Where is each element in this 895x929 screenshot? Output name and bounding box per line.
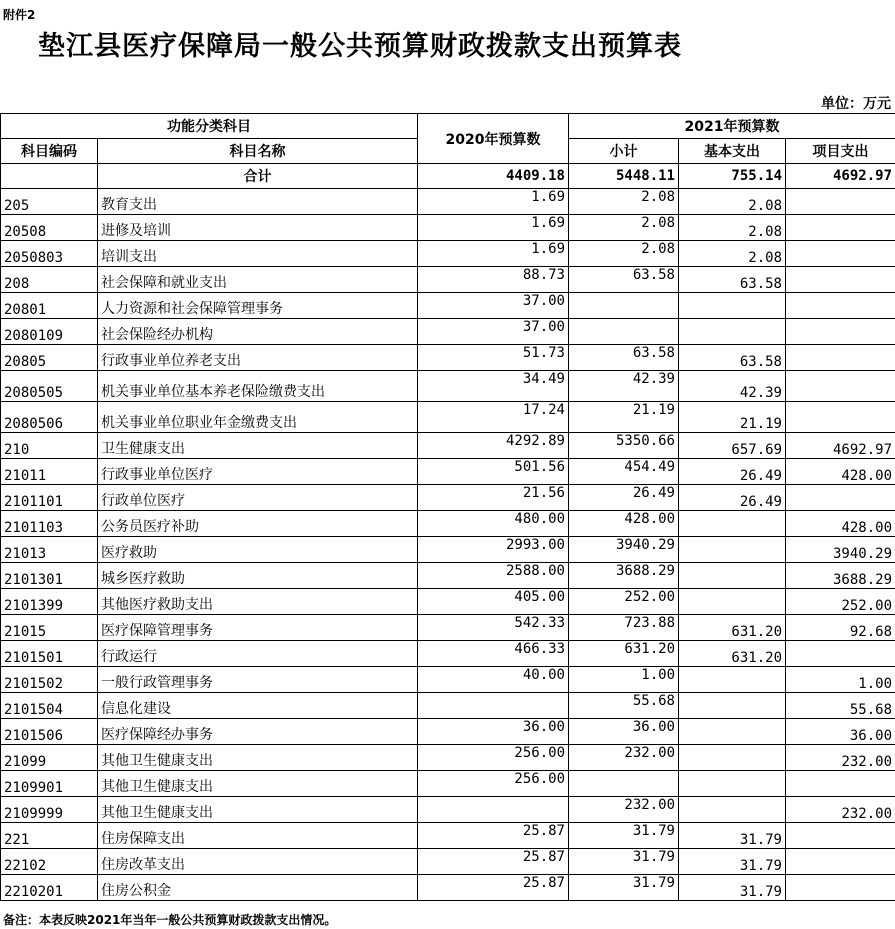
- row-code: 21011: [1, 459, 98, 485]
- row-basic: 63.58: [679, 345, 786, 371]
- row-project: 1.00: [786, 667, 895, 693]
- row-name: 行政事业单位养老支出: [98, 345, 418, 371]
- header-func-category: 功能分类科目: [1, 114, 418, 139]
- table-row: [1, 345, 895, 371]
- table-row: [1, 693, 895, 719]
- row-2020: 37.00: [418, 293, 569, 319]
- table-row: [1, 641, 895, 667]
- table-row: [1, 241, 895, 267]
- row-subtotal: 36.00: [569, 719, 679, 745]
- row-2020: 25.87: [418, 849, 569, 875]
- header-basic: 基本支出: [679, 139, 786, 164]
- row-subtotal: 2.08: [569, 241, 679, 267]
- table-row: [1, 459, 895, 485]
- table-row: [1, 719, 895, 745]
- row-subtotal: 232.00: [569, 797, 679, 823]
- row-name: 医疗保障经办事务: [98, 719, 418, 745]
- row-project: [786, 849, 895, 875]
- total-project: 4692.97: [786, 164, 895, 189]
- table-row: [1, 485, 895, 511]
- table-row: [1, 615, 895, 641]
- row-code: 2101504: [1, 693, 98, 719]
- row-basic: [679, 771, 786, 797]
- row-project: [786, 215, 895, 241]
- header-budget-2021: 2021年预算数: [569, 114, 895, 139]
- row-project: [786, 267, 895, 293]
- row-name: 医疗保障管理事务: [98, 615, 418, 641]
- row-name: 培训支出: [98, 241, 418, 267]
- row-code: 20805: [1, 345, 98, 371]
- row-basic: 21.19: [679, 402, 786, 433]
- row-code: 20801: [1, 293, 98, 319]
- row-code: 2101506: [1, 719, 98, 745]
- row-code: 210: [1, 433, 98, 459]
- row-subtotal: 63.58: [569, 345, 679, 371]
- row-subtotal: 31.79: [569, 823, 679, 849]
- row-name: 医疗救助: [98, 537, 418, 563]
- row-project: 232.00: [786, 745, 895, 771]
- row-project: [786, 771, 895, 797]
- row-basic: [679, 589, 786, 615]
- table-row: [1, 849, 895, 875]
- row-subtotal: 454.49: [569, 459, 679, 485]
- table-row: [1, 537, 895, 563]
- row-name: 住房公积金: [98, 875, 418, 901]
- row-project: 428.00: [786, 459, 895, 485]
- row-project: 3688.29: [786, 563, 895, 589]
- row-name: 住房保障支出: [98, 823, 418, 849]
- row-subtotal: [569, 293, 679, 319]
- row-name: 城乡医疗救助: [98, 563, 418, 589]
- row-2020: 1.69: [418, 241, 569, 267]
- table-row: [1, 511, 895, 537]
- row-code: 22102: [1, 849, 98, 875]
- row-subtotal: 55.68: [569, 693, 679, 719]
- row-name: 其他医疗救助支出: [98, 589, 418, 615]
- total-label: 合计: [98, 164, 418, 189]
- table-row: [1, 371, 895, 402]
- header-code: 科目编码: [1, 139, 98, 164]
- row-code: 20508: [1, 215, 98, 241]
- table-row: [1, 745, 895, 771]
- header-subtotal: 小计: [569, 139, 679, 164]
- row-basic: 631.20: [679, 615, 786, 641]
- row-name: 社会保障和就业支出: [98, 267, 418, 293]
- row-basic: [679, 667, 786, 693]
- row-project: [786, 875, 895, 901]
- row-2020: 480.00: [418, 511, 569, 537]
- row-code: 2050803: [1, 241, 98, 267]
- row-code: 205: [1, 189, 98, 215]
- table-row: [1, 823, 895, 849]
- row-2020: [418, 797, 569, 823]
- row-code: 2080109: [1, 319, 98, 345]
- row-subtotal: 31.79: [569, 875, 679, 901]
- unit-label: 单位：万元: [821, 96, 891, 112]
- total-2020: 4409.18: [418, 164, 569, 189]
- row-name: 住房改革支出: [98, 849, 418, 875]
- row-subtotal: 252.00: [569, 589, 679, 615]
- footnote: 备注：本表反映2021年当年一般公共预算财政拨款支出情况。: [3, 913, 337, 927]
- row-basic: 42.39: [679, 371, 786, 402]
- row-basic: 31.79: [679, 823, 786, 849]
- row-code: 2109999: [1, 797, 98, 823]
- row-project: 428.00: [786, 511, 895, 537]
- table-row: [1, 267, 895, 293]
- row-name: 行政运行: [98, 641, 418, 667]
- table-row: [1, 875, 895, 901]
- row-project: 36.00: [786, 719, 895, 745]
- row-name: 教育支出: [98, 189, 418, 215]
- page-title: 垫江县医疗保障局一般公共预算财政拨款支出预算表: [38, 31, 682, 62]
- row-project: 4692.97: [786, 433, 895, 459]
- row-basic: 2.08: [679, 241, 786, 267]
- row-project: 252.00: [786, 589, 895, 615]
- row-basic: [679, 319, 786, 345]
- row-basic: 63.58: [679, 267, 786, 293]
- row-2020: [418, 693, 569, 719]
- attachment-label: 附件2: [3, 8, 36, 22]
- row-name: 卫生健康支出: [98, 433, 418, 459]
- table-row: [1, 319, 895, 345]
- row-project: [786, 319, 895, 345]
- row-2020: 542.33: [418, 615, 569, 641]
- row-basic: [679, 719, 786, 745]
- row-subtotal: 5350.66: [569, 433, 679, 459]
- row-basic: 631.20: [679, 641, 786, 667]
- row-project: 55.68: [786, 693, 895, 719]
- row-2020: 51.73: [418, 345, 569, 371]
- row-name: 社会保险经办机构: [98, 319, 418, 345]
- row-subtotal: 232.00: [569, 745, 679, 771]
- row-project: [786, 402, 895, 433]
- table-row: [1, 771, 895, 797]
- row-basic: 2.08: [679, 215, 786, 241]
- row-name: 公务员医疗补助: [98, 511, 418, 537]
- row-2020: 37.00: [418, 319, 569, 345]
- row-subtotal: 1.00: [569, 667, 679, 693]
- table-row: [1, 189, 895, 215]
- row-name: 其他卫生健康支出: [98, 797, 418, 823]
- row-name: 信息化建设: [98, 693, 418, 719]
- row-2020: 1.69: [418, 215, 569, 241]
- budget-table: [0, 113, 895, 901]
- row-code: 221: [1, 823, 98, 849]
- row-code: 21015: [1, 615, 98, 641]
- row-2020: 40.00: [418, 667, 569, 693]
- row-subtotal: 26.49: [569, 485, 679, 511]
- table-row: [1, 797, 895, 823]
- row-subtotal: 63.58: [569, 267, 679, 293]
- row-2020: 2588.00: [418, 563, 569, 589]
- row-code: 21013: [1, 537, 98, 563]
- row-code: 208: [1, 267, 98, 293]
- total-subtotal: 5448.11: [569, 164, 679, 189]
- table-row: [1, 563, 895, 589]
- row-code: 2101101: [1, 485, 98, 511]
- header-name: 科目名称: [98, 139, 418, 164]
- row-basic: 31.79: [679, 849, 786, 875]
- total-row: [1, 164, 895, 189]
- row-basic: [679, 563, 786, 589]
- row-subtotal: 2.08: [569, 189, 679, 215]
- row-project: [786, 345, 895, 371]
- row-2020: 25.87: [418, 823, 569, 849]
- table-row: [1, 215, 895, 241]
- row-code: 2101501: [1, 641, 98, 667]
- row-name: 人力资源和社会保障管理事务: [98, 293, 418, 319]
- row-project: [786, 293, 895, 319]
- row-basic: 26.49: [679, 485, 786, 511]
- row-basic: [679, 537, 786, 563]
- row-2020: 405.00: [418, 589, 569, 615]
- row-subtotal: [569, 771, 679, 797]
- row-name: 其他卫生健康支出: [98, 771, 418, 797]
- row-2020: 34.49: [418, 371, 569, 402]
- header-budget-2020: 2020年预算数: [418, 114, 569, 164]
- row-code: 21099: [1, 745, 98, 771]
- row-subtotal: 723.88: [569, 615, 679, 641]
- row-name: 机关事业单位基本养老保险缴费支出: [98, 371, 418, 402]
- row-subtotal: 3688.29: [569, 563, 679, 589]
- row-2020: 25.87: [418, 875, 569, 901]
- row-2020: 4292.89: [418, 433, 569, 459]
- row-subtotal: 631.20: [569, 641, 679, 667]
- row-basic: 26.49: [679, 459, 786, 485]
- row-name: 行政单位医疗: [98, 485, 418, 511]
- row-2020: 36.00: [418, 719, 569, 745]
- row-basic: 657.69: [679, 433, 786, 459]
- row-2020: 466.33: [418, 641, 569, 667]
- row-2020: 17.24: [418, 402, 569, 433]
- row-subtotal: 42.39: [569, 371, 679, 402]
- row-basic: 31.79: [679, 875, 786, 901]
- row-code: 2080505: [1, 371, 98, 402]
- row-subtotal: 428.00: [569, 511, 679, 537]
- row-2020: 501.56: [418, 459, 569, 485]
- header-project: 项目支出: [786, 139, 895, 164]
- row-code: 2101399: [1, 589, 98, 615]
- row-code: 2101301: [1, 563, 98, 589]
- row-2020: 2993.00: [418, 537, 569, 563]
- row-project: [786, 823, 895, 849]
- row-name: 机关事业单位职业年金缴费支出: [98, 402, 418, 433]
- row-name: 行政事业单位医疗: [98, 459, 418, 485]
- table-row: [1, 667, 895, 693]
- row-project: [786, 485, 895, 511]
- row-name: 一般行政管理事务: [98, 667, 418, 693]
- row-name: 其他卫生健康支出: [98, 745, 418, 771]
- row-project: 3940.29: [786, 537, 895, 563]
- row-project: 232.00: [786, 797, 895, 823]
- row-subtotal: 3940.29: [569, 537, 679, 563]
- row-project: [786, 371, 895, 402]
- row-subtotal: [569, 319, 679, 345]
- row-code: 2109901: [1, 771, 98, 797]
- table-row: [1, 402, 895, 433]
- row-2020: 256.00: [418, 771, 569, 797]
- row-basic: [679, 797, 786, 823]
- table-row: [1, 589, 895, 615]
- total-basic: 755.14: [679, 164, 786, 189]
- row-2020: 21.56: [418, 485, 569, 511]
- row-basic: [679, 745, 786, 771]
- table-row: [1, 293, 895, 319]
- row-code: 2210201: [1, 875, 98, 901]
- row-code: 2101502: [1, 667, 98, 693]
- row-basic: [679, 511, 786, 537]
- row-subtotal: 21.19: [569, 402, 679, 433]
- row-project: [786, 189, 895, 215]
- row-project: 92.68: [786, 615, 895, 641]
- row-basic: 2.08: [679, 189, 786, 215]
- row-code: 2101103: [1, 511, 98, 537]
- row-basic: [679, 293, 786, 319]
- row-basic: [679, 693, 786, 719]
- row-2020: 256.00: [418, 745, 569, 771]
- row-subtotal: 31.79: [569, 849, 679, 875]
- row-2020: 88.73: [418, 267, 569, 293]
- table-row: [1, 433, 895, 459]
- row-2020: 1.69: [418, 189, 569, 215]
- row-name: 进修及培训: [98, 215, 418, 241]
- row-project: [786, 241, 895, 267]
- row-subtotal: 2.08: [569, 215, 679, 241]
- row-project: [786, 641, 895, 667]
- row-code: 2080506: [1, 402, 98, 433]
